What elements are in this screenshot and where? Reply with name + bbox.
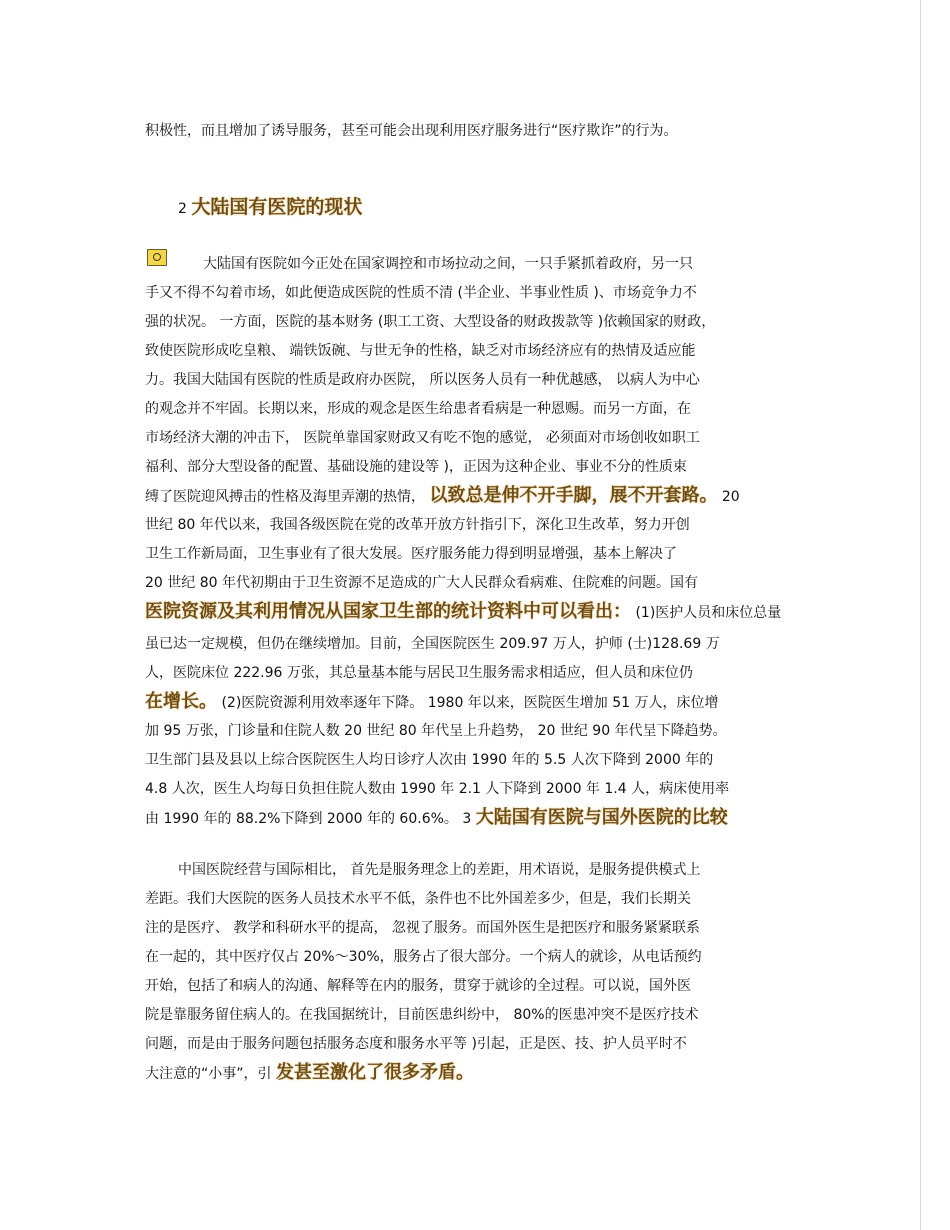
highlight-run: 以致总是伸不开手脚，展不开套路。 <box>429 485 718 506</box>
text-line: 开始，包括了和病人的沟通、解释等在内的服务，贯穿于就诊的全过程。可以说，国外医 <box>145 978 691 994</box>
text-line <box>145 808 810 829</box>
text-line: 致使医院形成吃皇粮、 端铁饭碗、与世无争的性格，缺乏对市场经济应有的热情及适应能 <box>145 343 696 359</box>
text-line: 市场经济大潮的冲击下， 医院单靠国家财政又有吃不饱的感觉， 必须面对市场创收如职工 <box>145 430 700 446</box>
text-run: (2)医院资源利用效率逐年下降。 1980 年以来，医院医生增加 51 万人，床位增 <box>217 695 719 711</box>
text-line: 福利、部分大型设备的配置、基础设施的建设等 )，正因为这种企业、事业不分的性质束 <box>145 459 687 475</box>
text-line: 力。我国大陆国有医院的性质是政府办医院， 所以医务人员有一种优越感， 以病人为中心 <box>145 372 700 388</box>
text-run: 缚了医院迎风搏击的性格及海里弄潮的热情， <box>145 489 430 505</box>
text-line: 强的状况。 一方面，医院的基本财务 (职工工资、大型设备的财政拨款等 )依赖国家的财政， <box>145 314 716 330</box>
text-line: 院是靠服务留住病人的。在我国据统计，目前医患纠纷中， 80%的医患冲突不是医疗技术 <box>145 1007 699 1023</box>
highlight-run: 发甚至激化了很多矛盾。 <box>275 1062 474 1083</box>
section-number: 2 <box>178 201 187 217</box>
text-line: 人，医院床位 222.96 万张，其总量基本能与居民卫生服务需求相适应，但人员和床位仍 <box>145 665 693 681</box>
text-line: 手又不得不勾着市场，如此便造成医院的性质不清 (半企业、半事业性质 )、市场竞争力不 <box>145 285 697 301</box>
note-icon[interactable] <box>147 249 167 266</box>
text-line: 4.8 人次，医生人均每日负担住院人数由 1990 年 2.1 人下降到 2000 年 1.4 人，病床使用率 <box>145 781 730 797</box>
text-line: 差距。我们大医院的医务人员技术水平不低，条件也不比外国差多少，但是，我们长期关 <box>145 891 691 907</box>
text-line: 在一起的，其中医疗仅占 20%～30%，服务占了很大部分。一个病人的就诊，从电话预约 <box>145 949 702 965</box>
text-line: 的观念并不牢固。长期以来，形成的观念是医生给患者看病是一种恩赐。而另一方面，在 <box>145 401 691 417</box>
text-run: 由 1990 年的 88.2%下降到 2000 年的 60.6%。 3 <box>145 811 476 827</box>
section-title-3: 大陆国有医院与国外医院的比较 <box>475 807 728 828</box>
text-line: 问题，而是由于服务问题包括服务态度和服务水平等 )引起，正是医、技、护人员平时不 <box>145 1036 687 1052</box>
text-line <box>145 1063 810 1084</box>
text-run: 大注意的“小事”，引 <box>145 1066 276 1082</box>
section-title: 大陆国有医院的现状 <box>191 196 363 218</box>
text-run: (1)医护人员和床位总量 <box>631 605 782 621</box>
text-line: 20 世纪 80 年代初期由于卫生资源不足造成的广大人民群众看病难、住院难的问题。国有 <box>145 575 698 591</box>
text-line: 虽已达一定规模，但仍在继续增加。目前，全国医院医生 209.97 万人，护师 (士)128.69 万 <box>145 636 720 652</box>
text-line: 加 95 万张，门诊量和住院人数 20 世纪 80 年代呈上升趋势， 20 世纪 90 年代呈下降趋势。 <box>145 723 727 739</box>
text-line <box>145 486 810 507</box>
text-line: 中国医院经营与国际相比， 首先是服务理念上的差距，用术语说，是服务提供模式上 <box>178 862 701 878</box>
page-edge-line <box>920 0 921 1230</box>
text-run: 20 <box>717 489 740 505</box>
section-heading-2 <box>178 197 843 219</box>
text-line: 注的是医疗、 教学和科研水平的提高， 忽视了服务。而国外医生是把医疗和服务紧紧联系 <box>145 920 700 936</box>
text-line: 卫生部门县及县以上综合医院医生人均日诊疗人次由 1990 年的 5.5 人次下降到 2000 年的 <box>145 752 714 768</box>
highlight-run: 在增长。 <box>145 691 217 712</box>
text-line: 世纪 80 年代以来，我国各级医院在党的改革开放方针指引下，深化卫生改革，努力开创 <box>145 517 690 533</box>
text-line: 大陆国有医院如今正处在国家调控和市场拉动之间，一只手紧抓着政府，另一只 <box>203 256 693 272</box>
text-line <box>145 692 810 713</box>
text-line: 卫生工作新局面，卫生事业有了很大发展。医疗服务能力得到明显增强，基本上解决了 <box>145 546 677 562</box>
text-line <box>145 602 810 623</box>
text-line: 积极性，而且增加了诱导服务，甚至可能会出现利用医疗服务进行“医疗欺诈”的行为。 <box>145 123 678 139</box>
highlight-run: 医院资源及其利用情况从国家卫生部的统计资料中可以看出： <box>145 601 631 622</box>
